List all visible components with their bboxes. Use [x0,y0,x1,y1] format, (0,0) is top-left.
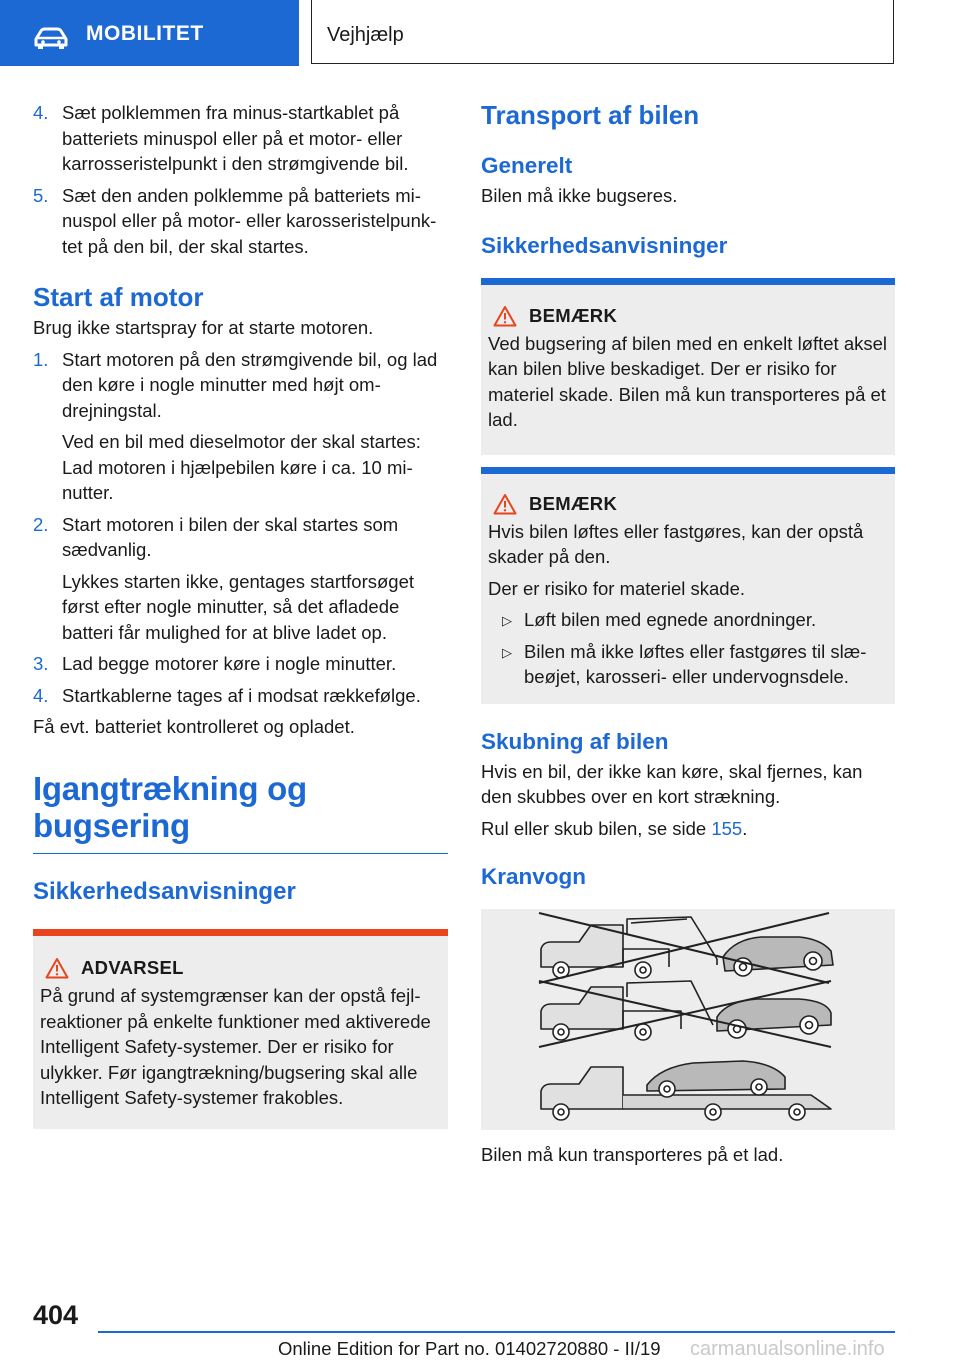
step-note: Ved en bil med dieselmotor der skal startes: Lad motoren i hjælpebilen køre i ca. 10 minutter. [62,431,421,503]
footer-rule [98,1331,895,1333]
notice-bar [481,467,895,474]
section-label: MOBILITET [86,22,204,45]
warning-triangle-icon [493,493,517,515]
step-text: Sæt polklemmen fra minus-startkablet på batteriets minuspol eller på et motor- eller karrosseristelpunkt i den strømgivende bil. [62,102,409,174]
safety-heading: Sikkerhedsanvisninger [33,878,296,905]
notice-text: Ved bugsering af bilen med en enkelt løftet aksel kan bilen blive beskadiget. Der er risiko for materiel skade. Bilen må kun transporteres på et lad. [488,332,888,430]
general-heading: Generelt [481,153,573,178]
step-text: Start motoren på den strømgivende bil, og lad den køre i nogle minutter med højt omdrejningstal. [62,348,438,421]
notice-box [481,278,895,455]
car-icon [33,27,69,49]
step-text: Lad begge motorer køre i nogle minutter. [62,653,397,674]
right-column [481,100,895,1168]
warning-box [33,929,448,1129]
notice-label: BEMÆRK [529,304,618,326]
general-text: Bilen må ikke bugseres. [481,185,678,206]
step-number: 4. [33,102,49,123]
push-heading: Skubning af bilen [481,728,669,754]
list-item [33,100,448,177]
chapter-tab[interactable] [311,0,894,64]
bullet-text: Bilen må ikke løftes eller fastgøres til slæbeøjet, karosseri- eller undervognsdele. [524,640,867,687]
list-item [488,639,888,690]
push-text: Hvis en bil, der ikke kan køre, skal fjernes, kan den skubbes over en kort strækning. [481,760,863,807]
warning-triangle-icon [45,957,69,979]
bullet-text: Løft bilen med egnede anordninger. [524,609,817,630]
main-heading-line1: Igangtrækning og [33,769,307,807]
left-column [33,100,448,1129]
step-number: 1. [33,348,49,370]
push-ref-prefix: Rul eller skub bilen, se side [481,817,712,839]
notice-text: Hvis bilen løftes eller fastgøres, kan der opstå skader på den. [488,520,864,567]
page-link[interactable]: 155 [711,817,743,839]
start-heading: Start af motor [33,282,204,312]
heading-rule [33,853,448,855]
step-number: 3. [33,653,49,674]
triangle-bullet-icon: ▷ [502,644,512,660]
notice-bar [481,278,895,285]
list-item [33,512,448,646]
step-number: 2. [33,513,49,535]
crane-heading: Kranvogn [481,864,587,889]
notice-text-2: Der er risiko for materiel skade. [488,577,746,599]
warning-bar [33,929,448,936]
list-item [33,651,448,677]
section-tab[interactable] [0,0,299,66]
chapter-label: Vejhjælp [327,24,404,46]
towing-illustration-svg [481,909,895,1130]
list-item [33,347,448,506]
push-ref-suffix: . [742,817,748,839]
edition-text: Online Edition for Part no. 01402720880 - II/19 [278,1338,661,1359]
list-item [33,683,448,709]
step-number: 5. [33,184,49,206]
list-item [33,183,448,260]
safety-heading: Sikkerhedsanvisninger [481,232,728,258]
start-intro: Brug ikke startspray for at starte motoren. [33,317,374,338]
list-item [488,607,888,633]
warning-text: På grund af systemgrænser kan der opstå fejlreaktioner på enkelte funktioner med aktiverede Intelligent Safety-systemer. Der er risiko for ulykker. Før igangtrækning/bugsering skal alle Intelligent Safety-systemer frakobles. [40,985,431,1108]
transport-heading: Transport af bilen [481,100,700,130]
warning-title [40,957,441,979]
towing-illustration [481,909,895,1130]
watermark: carmanualsonline.info [690,1338,885,1360]
warning-label: ADVARSEL [81,957,184,978]
notice-box [481,467,895,704]
triangle-bullet-icon: ▷ [502,613,512,628]
step-text: Sæt den anden polklemme på batteriets minuspol eller på motor- eller karosseristelpunktet på den bil, der skal startes. [62,184,437,257]
warning-triangle-icon [493,305,517,327]
step-note: Lykkes starten ikke, gentages startforsøget først efter nogle minutter, så det afladede batteri får mulighed for at blive ladet op. [62,570,415,643]
step-text: Start motoren i bilen der skal startes som sædvanlig. [62,513,399,560]
battery-note: Få evt. batteriet kontrolleret og opladet. [33,716,355,737]
notice-title [488,305,888,327]
main-heading-line2: bugsering [33,806,190,844]
crane-caption: Bilen må kun transporteres på et lad. [481,1144,784,1165]
step-number: 4. [33,684,49,706]
push-reference [481,816,895,842]
main-heading [33,770,448,844]
page-number: 404 [33,1300,79,1330]
notice-label: BEMÆRK [529,492,618,514]
step-text: Startkablerne tages af i modsat rækkefølge. [62,684,421,706]
notice-title [488,493,888,515]
